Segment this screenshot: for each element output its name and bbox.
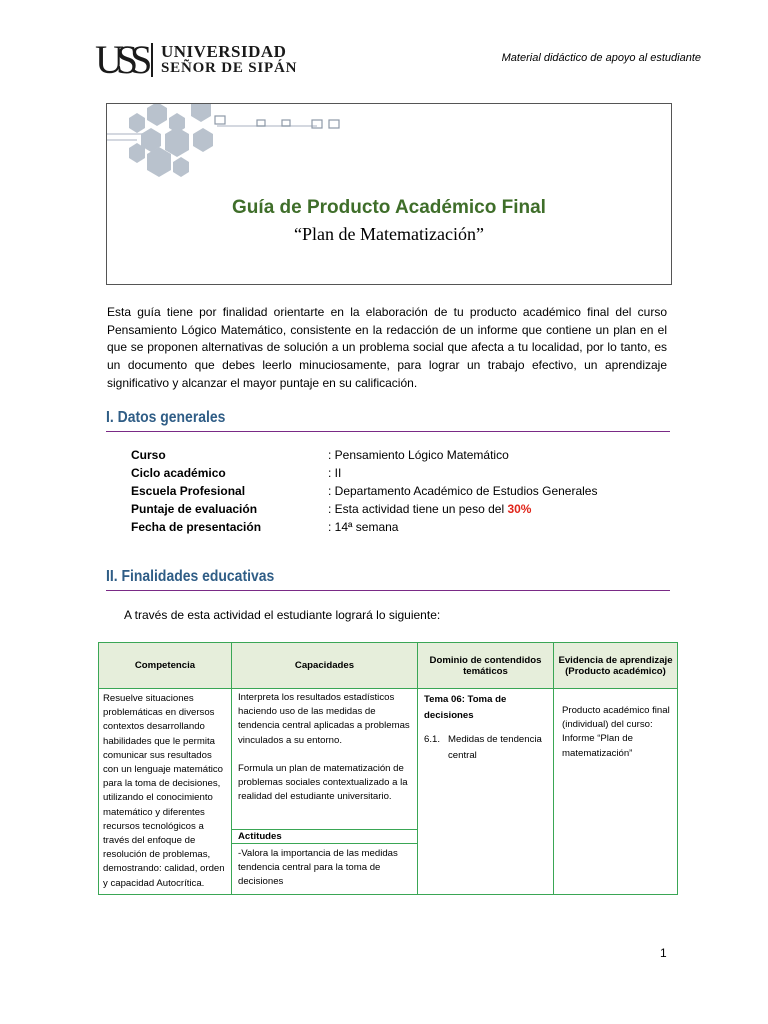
actitudes-title: Actitudes	[232, 829, 417, 844]
section-1-divider	[106, 431, 670, 432]
general-data-row	[131, 464, 597, 482]
header-dominio: Dominio de contendidos temáticos	[418, 643, 554, 689]
weight-percentage: 30%	[507, 502, 532, 516]
row-value: : Esta actividad tiene un peso del	[328, 502, 508, 516]
capacidades-cell	[232, 689, 417, 829]
logo-mark: USS	[95, 37, 145, 82]
university-logo	[95, 37, 298, 82]
general-data-row	[131, 446, 597, 464]
table-header-row	[99, 643, 678, 689]
document-title: Guía de Producto Académico Final	[232, 197, 546, 218]
dominio-item: 6.1. Medidas de tendencia central	[424, 734, 542, 761]
competency-table	[98, 642, 678, 895]
header-note: Material didáctico de apoyo al estudiante	[501, 52, 701, 64]
document-subtitle: “Plan de Matematización”	[294, 224, 484, 244]
row-label: Ciclo académico	[131, 466, 226, 480]
table-row	[99, 689, 678, 895]
row-value: : II	[328, 466, 342, 480]
competencia-cell: Resuelve situaciones problemáticas en diversos contextos desarrollando habilidades que le permita comunicar sus resultados con un lenguaje matemático para la toma de decisiones, utilizando el conocimiento matemático y diferentes recursos tecnológicos a través del enfoque de resolución de problemas, demostrando: calidad, orden y capacidad Autocrítica.	[103, 693, 225, 889]
title-box	[106, 103, 672, 285]
general-data-row	[131, 482, 597, 500]
general-data-row	[131, 518, 597, 536]
actitudes-cell: -Valora la importancia de las medidas tendencia central para la toma de decisiones	[238, 848, 398, 888]
dominio-title: Tema 06: Toma de decisiones	[424, 694, 507, 721]
section-2-title: II. Finalidades educativas	[106, 568, 275, 585]
row-label: Puntaje de evaluación	[131, 502, 258, 516]
row-label: Escuela Profesional	[131, 484, 246, 498]
header-competencia: Competencia	[99, 643, 232, 689]
dominio-cell	[418, 689, 553, 767]
header-evidencia: Evidencia de aprendizaje (Producto académico)	[554, 643, 678, 689]
general-data-row	[131, 500, 597, 518]
row-value: : Departamento Académico de Estudios Generales	[328, 484, 598, 498]
logo-separator	[151, 43, 153, 77]
logo-line-2: SEÑOR DE SIPÁN	[161, 60, 298, 76]
evidencia-cell: Producto académico final (individual) del curso: Informe “Plan de matematización”	[562, 705, 670, 759]
capacidad-1: Interpreta los resultados estadísticos haciendo uso de las medidas de tendencia central aplicadas a problemas vinculados a su entorno.	[238, 692, 410, 746]
capacidad-2: Formula un plan de matematización de problemas sociales contextualizado a la realidad del estudiante universitario.	[238, 762, 408, 803]
section-2-lead: A través de esta actividad el estudiante logrará lo siguiente:	[124, 608, 441, 622]
general-data-list	[131, 446, 597, 536]
section-2-divider	[106, 590, 670, 591]
header-capacidades: Capacidades	[232, 643, 418, 689]
page-number: 1	[660, 946, 667, 960]
decorative-icons-illustration	[107, 104, 357, 184]
row-label: Fecha de presentación	[131, 520, 262, 534]
intro-paragraph: Esta guía tiene por finalidad orientarte en la elaboración de tu producto académico final del curso Pensamiento Lógico Matemático, consistente en la redacción de un informe que contiene un plan en el que se proponen alternativas de solución a un problema social que afecta a tu localidad, por lo tanto, es un documento que debes leerlo minuciosamente, para lograr un trabajo efectivo, un aprendizaje significativo y alcanzar el mayor puntaje en su calificación.	[107, 305, 667, 390]
row-value: : 14ª semana	[328, 520, 399, 534]
row-label: Curso	[131, 448, 166, 462]
row-value: : Pensamiento Lógico Matemático	[328, 448, 509, 462]
section-1-title: I. Datos generales	[106, 409, 226, 426]
logo-line-1: UNIVERSIDAD	[161, 42, 287, 61]
